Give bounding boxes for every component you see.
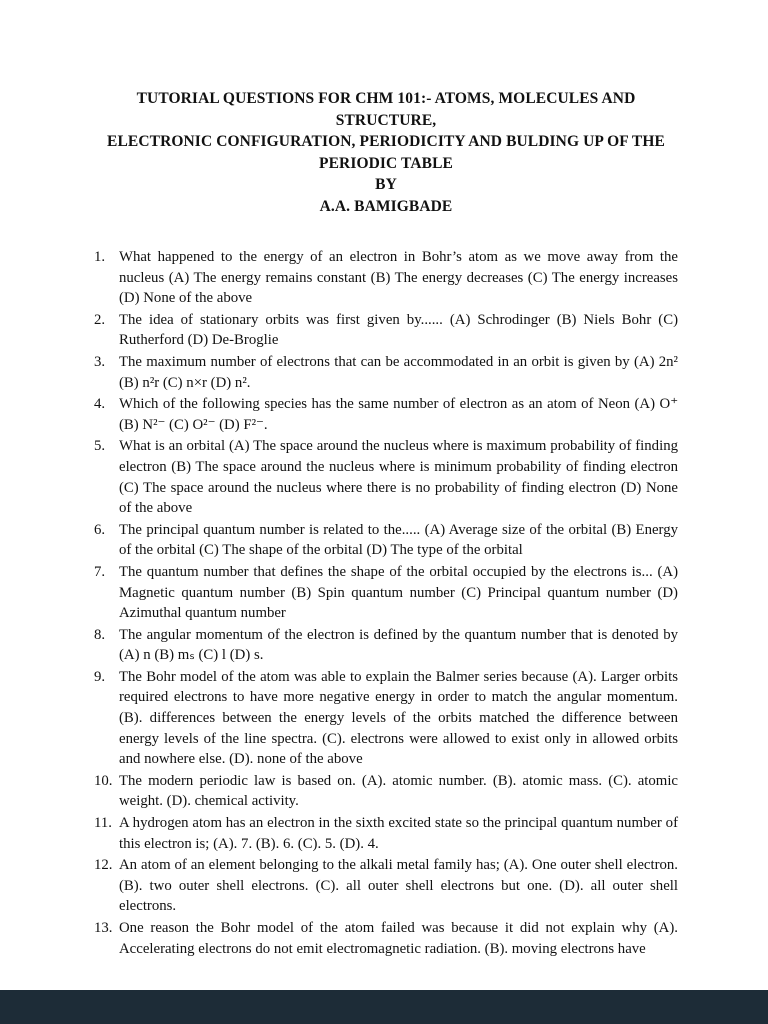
title-line-3: PERIODIC TABLE <box>319 154 453 172</box>
question-number: 8. <box>94 626 106 643</box>
question-number: 11. <box>94 815 112 832</box>
question-text: An atom of an element belonging to the alkali metal family has; (A). One outer shell electron. (B). two outer shell electrons. (C). all outer shell electrons but one. (D). all outer shell electrons. <box>119 857 678 915</box>
question-text: The angular momentum of the electron is defined by the quantum number that is denoted by (A) n (B) mₛ (C) l (D) s. <box>119 626 678 664</box>
question-number: 9. <box>94 668 106 685</box>
question-item <box>94 855 678 917</box>
question-number: 6. <box>94 521 106 538</box>
question-text: The modern periodic law is based on. (A). atomic number. (B). atomic mass. (C). atomic weight. (D). chemical activity. <box>119 772 678 810</box>
question-number: 4. <box>94 396 106 413</box>
question-number: 13. <box>94 920 113 936</box>
question-number: 2. <box>94 311 106 328</box>
question-item <box>94 436 678 518</box>
question-number: 5. <box>94 438 106 455</box>
question-text: The maximum number of electrons that can be accommodated in an orbit is given by (A) 2n² (B) n²r (C) n×r (D) n². <box>119 353 678 391</box>
question-item <box>94 394 678 435</box>
title-line-1: TUTORIAL QUESTIONS FOR CHM 101:- ATOMS, MOLECULES AND STRUCTURE, <box>136 90 636 129</box>
question-text: The principal quantum number is related to the..... (A) Average size of the orbital (B) Energy of the orbital (C) The shape of the orbital (D) The type of the orbital <box>119 521 678 559</box>
question-item <box>94 625 678 666</box>
question-number: 7. <box>94 563 106 580</box>
question-number: 10. <box>94 772 113 789</box>
document-title-block <box>94 88 678 217</box>
byline: BY <box>375 176 397 193</box>
question-item <box>94 352 678 393</box>
question-text: A hydrogen atom has an electron in the sixth excited state so the principal quantum number of this electron is; (A). 7. (B). 6. (C). 5. (D). 4. <box>119 815 678 852</box>
question-item <box>94 918 678 959</box>
question-text: What happened to the energy of an electron in Bohr’s atom as we move away from the nucleus (A) The energy remains constant (B) The energy decreases (C) The energy increases (D) None of the above <box>119 249 678 307</box>
question-list <box>94 247 678 959</box>
question-item <box>94 771 678 812</box>
question-number: 3. <box>94 353 106 370</box>
question-item <box>94 247 678 309</box>
question-text: The idea of stationary orbits was first given by...... (A) Schrodinger (B) Niels Bohr (C) Rutherford (D) De-Broglie <box>119 311 678 349</box>
viewer-bottom-bar <box>0 990 768 1024</box>
question-text: The quantum number that defines the shape of the orbital occupied by the electrons is... (A) Magnetic quantum number (B) Spin quantum number (C) Principal quantum number (D) Azimuthal quantum number <box>119 563 678 622</box>
question-number: 12. <box>94 857 113 874</box>
question-item <box>94 520 678 561</box>
question-item <box>94 562 678 624</box>
question-item <box>94 813 678 854</box>
question-item <box>94 310 678 351</box>
author-name: A.A. BAMIGBADE <box>319 197 453 215</box>
question-text: Which of the following species has the same number of electron as an atom of Neon (A) O⁺ (B) N²⁻ (C) O²⁻ (D) F²⁻. <box>119 396 678 433</box>
question-text: One reason the Bohr model of the atom failed was because it did not explain why (A). Accelerating electrons do not emit electromagnetic radiation. (B). moving electrons have <box>119 920 678 957</box>
question-number: 1. <box>94 249 106 265</box>
title-line-2: ELECTRONIC CONFIGURATION, PERIODICITY AND BULDING UP OF THE <box>107 133 665 150</box>
question-text: The Bohr model of the atom was able to explain the Balmer series because (A). Larger orbits required electrons to have more negative energy in order to match the angular momentum. (B). differences between the energy levels of the orbits matched the difference between energy levels of the line spectra. (C). electrons were allowed to exist only in allowed orbits and nowhere else. (D). none of the above <box>119 668 678 768</box>
question-text: What is an orbital (A) The space around the nucleus where is maximum probability of finding electron (B) The space around the nucleus where is minimum probability of finding electron (C) The space around the nucleus where there is no probability of finding electron (D) None of the above <box>119 438 678 517</box>
question-item <box>94 667 678 770</box>
